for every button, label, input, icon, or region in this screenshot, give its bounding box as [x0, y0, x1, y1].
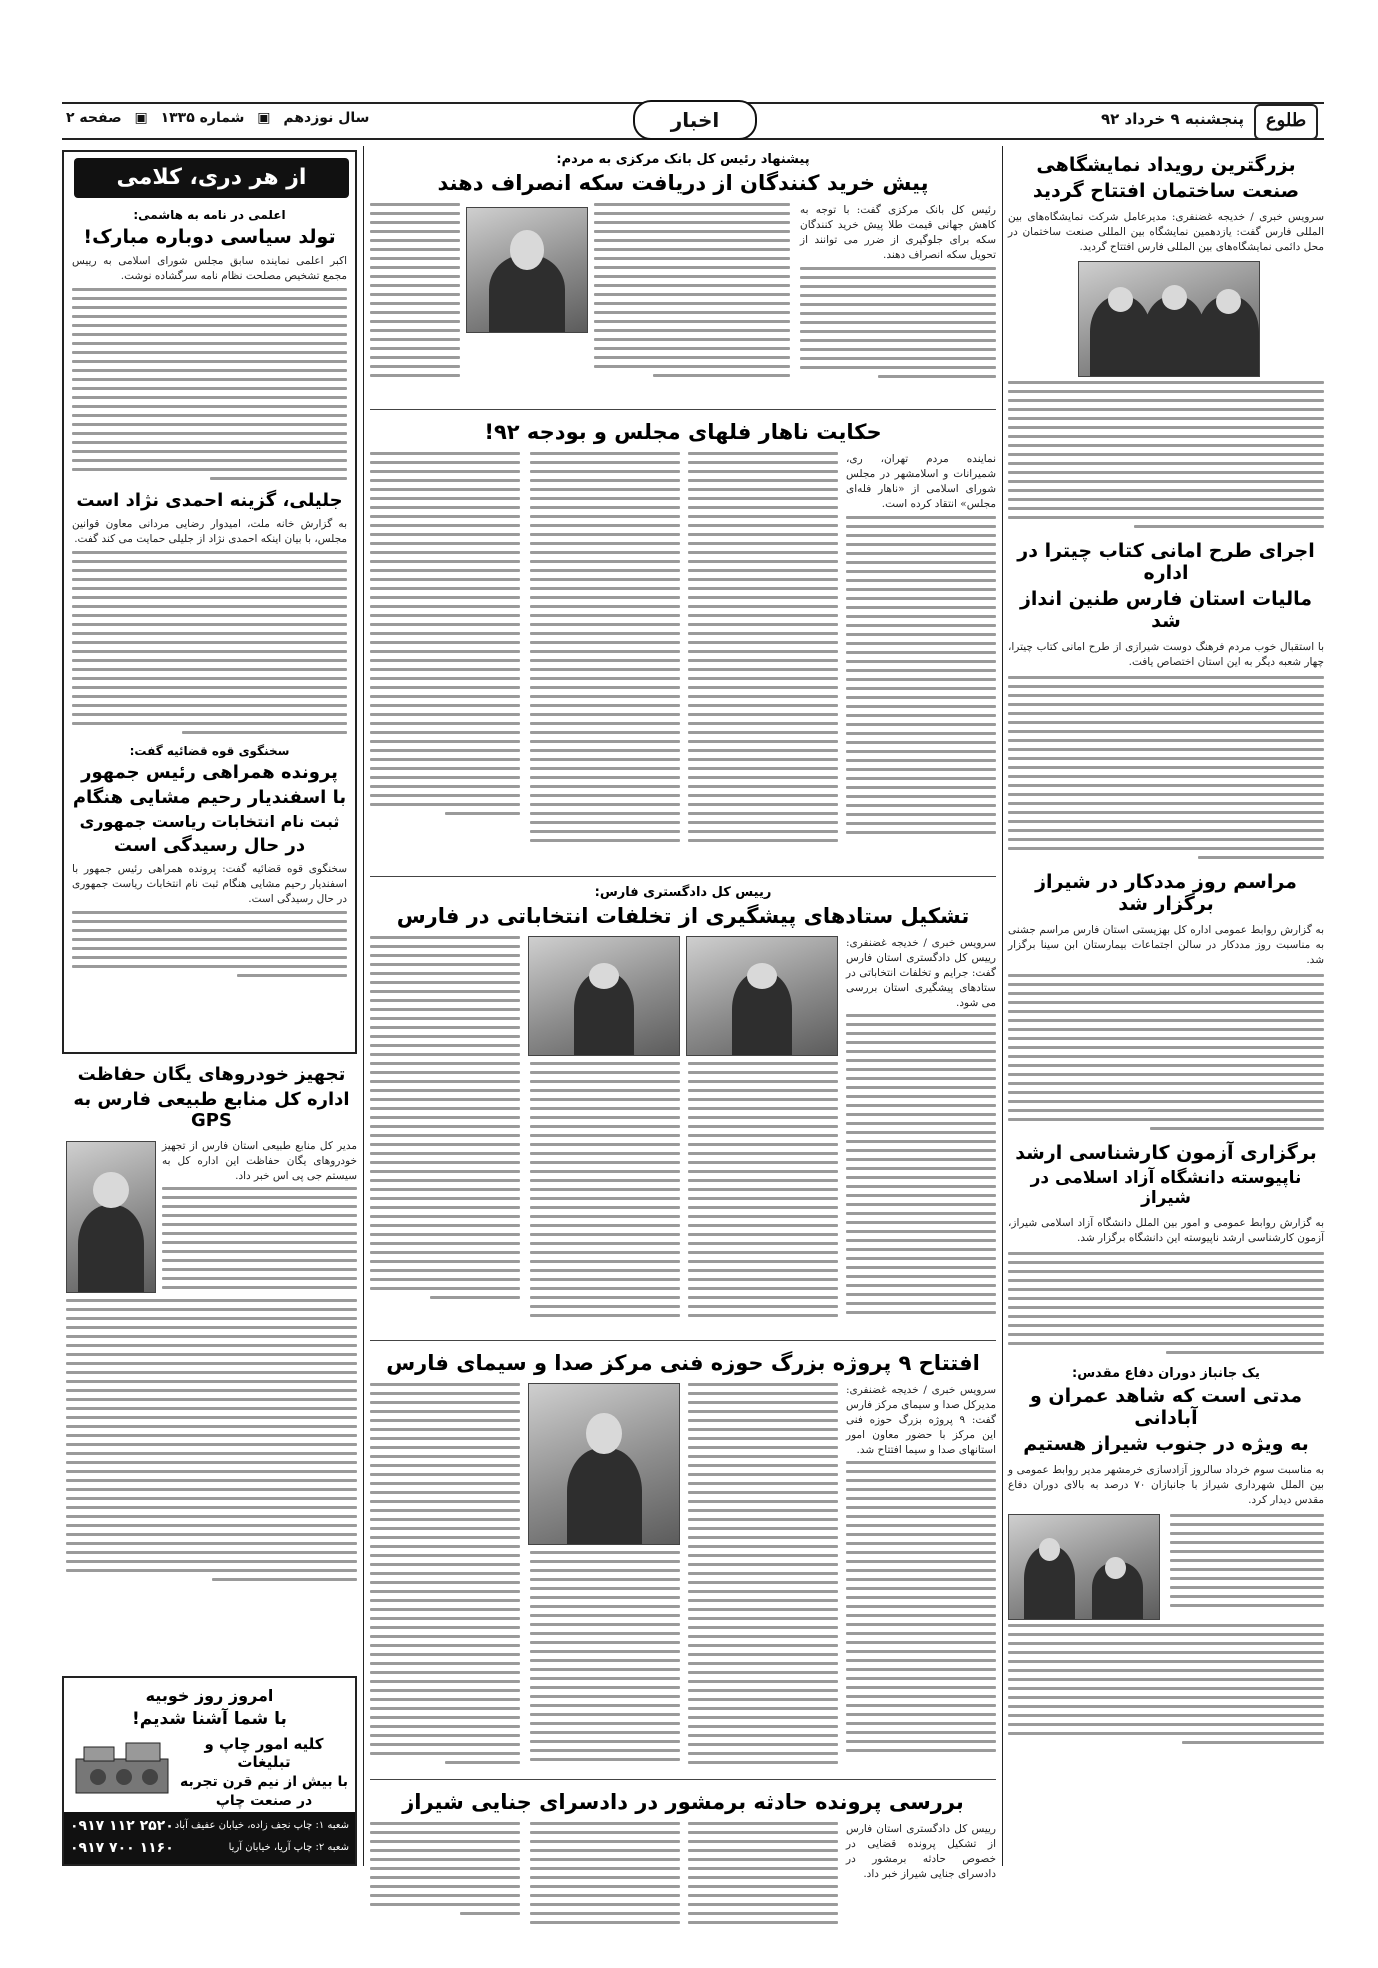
headline-social-workers: مراسم روز مددکار در شیراز برگزار شد: [1035, 871, 1297, 915]
gps-lead: مدیر کل منابع طبیعی استان فارس از تجهیز خودروهای یگان حفاظت این اداره کل به سیستم جی پی اس خبر داد.: [162, 1140, 357, 1182]
left-column: [62, 146, 357, 1866]
letter-kicker: اعلمی در نامه به هاشمی:: [133, 208, 286, 222]
headline-broadcast: افتتاح ۹ پروژه بزرگ حوزه فنی مرکز صدا و سیمای فارس: [386, 1351, 980, 1375]
headline-letter: تولد سیاسی دوباره مبارک!: [83, 226, 336, 248]
printing-press-icon: [72, 1739, 172, 1799]
ad-industry: در صنعت چاپ: [215, 1793, 313, 1809]
year-label: سال نوزدهم: [283, 110, 370, 126]
social-workers-lead: به گزارش روابط عمومی اداره کل بهزیستی استان فارس مراسم جشنی به مناسبت روز مددکار در سالن اجتماعات بیمارستان ابن سینا برگزار شد.: [1008, 924, 1324, 966]
headline-president-1: پرونده همراهی رئیس جمهور: [81, 762, 338, 783]
judiciary-kicker: رییس کل دادگستری فارس:: [594, 885, 772, 900]
headline-exam-1: برگزاری آزمون کارشناسی ارشد: [1015, 1142, 1317, 1164]
misc-column-title: از هر دری، کلامی: [74, 158, 349, 198]
ad-address-2: شعبه ۲: چاپ آریا، خیابان آریا: [228, 1842, 349, 1853]
headline-gps-1: تجهیز خودروهای یگان حفاظت: [77, 1064, 346, 1085]
issue-number: شماره ۱۳۳۵: [160, 110, 245, 126]
exam-lead: به گزارش روابط عمومی و امور بین الملل دانشگاه آزاد اسلامی شیراز، آزمون کارشناسی ارشد ناپیوسته این دانشگاه برگزار شد.: [1008, 1217, 1324, 1244]
ad-address-1: شعبه ۱: چاپ نجف زاده، خیابان عفیف آباد: [174, 1820, 349, 1831]
bank-governor-photo: [466, 207, 588, 333]
masthead: [62, 98, 1324, 142]
judiciary-photo-2: [528, 936, 680, 1056]
social-workers-body: [1008, 974, 1324, 1130]
headline-lunch: حکایت ناهار فلهای مجلس و بودجه ۹۲!: [484, 420, 882, 444]
lunch-lead: نماینده مردم تهران، ری، شمیرانات و اسلامشهر در مجلس شورای اسلامی از «ناهار فله‌ای مجلس» انتقاد کرده است.: [846, 453, 996, 510]
exam-body: [1008, 1252, 1324, 1354]
ad-slogan-2: با شما آشنا شدیم!: [132, 1709, 287, 1729]
center-column: [370, 146, 996, 1880]
headline-bank: پیش خرید کنندگان از دریافت سکه انصراف دهند: [437, 171, 929, 195]
headline-chitra-2: مالیات استان فارس طنین انداز شد: [1019, 588, 1313, 632]
letter-lead: اکبر اعلمی نماینده سابق مجلس شورای اسلامی به رییس مجمع تشخیص مصلحت نظام نامه سرگشاده نوشت.: [72, 255, 347, 282]
print-advertisement: [62, 1676, 357, 1866]
headline-president-4: در حال رسیدگی است: [113, 835, 306, 856]
headline-bormshour: بررسی پرونده حادثه برمشور در دادسرای جنایی شیراز: [402, 1790, 964, 1814]
exhibition-lead: سرویس خبری / خدیجه غضنفری: مدیرعامل شرکت نمایشگاه‌های بین المللی فارس گفت: یازدهمین نمایشگاه بین المللی صنعت ساختمان در محل دائمی نمایشگاه‌های بین المللی فارس افتتاح گردید.: [1008, 211, 1324, 253]
gps-official-photo: [66, 1141, 156, 1293]
bank-lead: رئیس کل بانک مرکزی گفت: با توجه به کاهش جهانی قیمت طلا پیش خرید کنندگان سکه برای جلوگیری از ضرر می توانند از تحویل سکه انصراف دهند.: [800, 204, 996, 261]
headline-veteran-2: به ویژه در جنوب شیراز هستیم: [1023, 1433, 1309, 1455]
veteran-body: [1008, 1624, 1324, 1744]
jalili-lead: به گزارش خانه ملت، امیدوار رضایی مردانی معاون قوانین مجلس، با بیان اینکه احمدی نژاد از جلیلی حمایت می کند گفت.: [72, 518, 347, 545]
headline-exhibition-1: بزرگترین رویداد نمایشگاهی: [1036, 154, 1296, 176]
headline-president-3: ثبت نام انتخابات ریاست جمهوری: [79, 812, 340, 831]
ad-services: کلیه امور چاپ و تبلیغات: [204, 1735, 324, 1771]
ad-slogan-1: امروز روز خوبیه: [145, 1686, 274, 1705]
veteran-lead: به مناسبت سوم خرداد سالروز آزادسازی خرمشهر مدیر روابط عمومی و بین الملل شهرداری شیراز با جانبازان ۷۰ درصد به بالای دوران دفاع مقدس دیدار کرد.: [1008, 1464, 1324, 1506]
veteran-photo: [1008, 1514, 1160, 1620]
headline-gps-2: اداره کل منابع طبیعی فارس به GPS: [73, 1089, 350, 1131]
section-label: اخبار: [633, 100, 757, 140]
issue-info: سال نوزدهم ▣ شماره ۱۳۳۵ ▣ صفحه ۲: [66, 110, 370, 126]
chitra-body: [1008, 676, 1324, 859]
veteran-kicker: یک جانباز دوران دفاع مقدس:: [1072, 1366, 1260, 1381]
divider-right: [1002, 146, 1003, 1866]
page-number: صفحه ۲: [66, 110, 122, 126]
logo: طلوع: [1254, 104, 1318, 140]
issue-date: پنجشنبه ۹ خرداد ۹۲: [1101, 110, 1244, 128]
bormshour-lead: رییس کل دادگستری استان فارس از تشکیل پرونده قضایی در خصوص حادثه برمشور در دادسرای جنایی شیراز خبر داد.: [846, 1823, 996, 1880]
judiciary-photo-1: [686, 936, 838, 1056]
ad-experience: با بیش از نیم قرن تجربه: [179, 1774, 349, 1790]
right-column: [1008, 146, 1324, 1866]
column-box-misc: [62, 150, 357, 1054]
broadcast-photo: [528, 1383, 680, 1545]
chitra-lead: با استقبال خوب مردم فرهنگ دوست شیرازی از طرح امانی کتاب چیترا، چهار شعبه دیگر به این استان اختصاص یافت.: [1008, 641, 1324, 668]
headline-elections: تشکیل ستادهای پیشگیری از تخلفات انتخاباتی در فارس: [396, 904, 970, 928]
bank-kicker: پیشنهاد رئیس کل بانک مرکزی به مردم:: [556, 152, 810, 167]
judiciary-spokesman-kicker: سخنگوی قوه قضائیه گفت:: [129, 744, 290, 758]
divider-left: [363, 146, 364, 1866]
headline-president-2: با اسفندیار رحیم مشایی هنگام: [72, 787, 347, 808]
ad-phone-1: ۰۹۱۷ ۱۱۲ ۲۵۲۰: [70, 1818, 174, 1834]
elections-lead: سرویس خبری / خدیجه غضنفری: رییس کل دادگستری استان فارس گفت: جرایم و تخلفات انتخاباتی در ستادهای پیشگیری استان بررسی می شود.: [846, 937, 996, 1009]
headline-exhibition-2: صنعت ساختمان افتتاح گردید: [1032, 180, 1300, 202]
headline-exam-2: ناپیوسته دانشگاه آزاد اسلامی در شیراز: [1030, 1168, 1302, 1208]
president-lead: سخنگوی قوه قضائیه گفت: پرونده همراهی رئیس جمهور با اسفندیار رحیم مشایی هنگام ثبت نام انتخابات ریاست جمهوری در حال رسیدگی است.: [72, 863, 347, 905]
ad-phone-2: ۰۹۱۷ ۷۰۰ ۱۱۶۰: [70, 1840, 174, 1856]
broadcast-lead: سرویس خبری / خدیجه غضنفری: مدیرکل صدا و سیمای مرکز فارس گفت: ۹ پروژه بزرگ حوزه فنی این مرکز با حضور معاون امور استانهای صدا و سیما افتتاح شد.: [846, 1384, 996, 1456]
exhibition-body: [1008, 381, 1324, 528]
headline-chitra-1: اجرای طرح امانی کتاب چیترا در اداره: [1017, 540, 1315, 584]
headline-veteran-1: مدتی است که شاهد عمران و آبادانی: [1029, 1385, 1303, 1429]
exhibition-photo: [1078, 261, 1260, 377]
gps-body: [66, 1299, 357, 1581]
headline-jalili: جلیلی، گزینه احمدی نژاد است: [76, 490, 343, 511]
